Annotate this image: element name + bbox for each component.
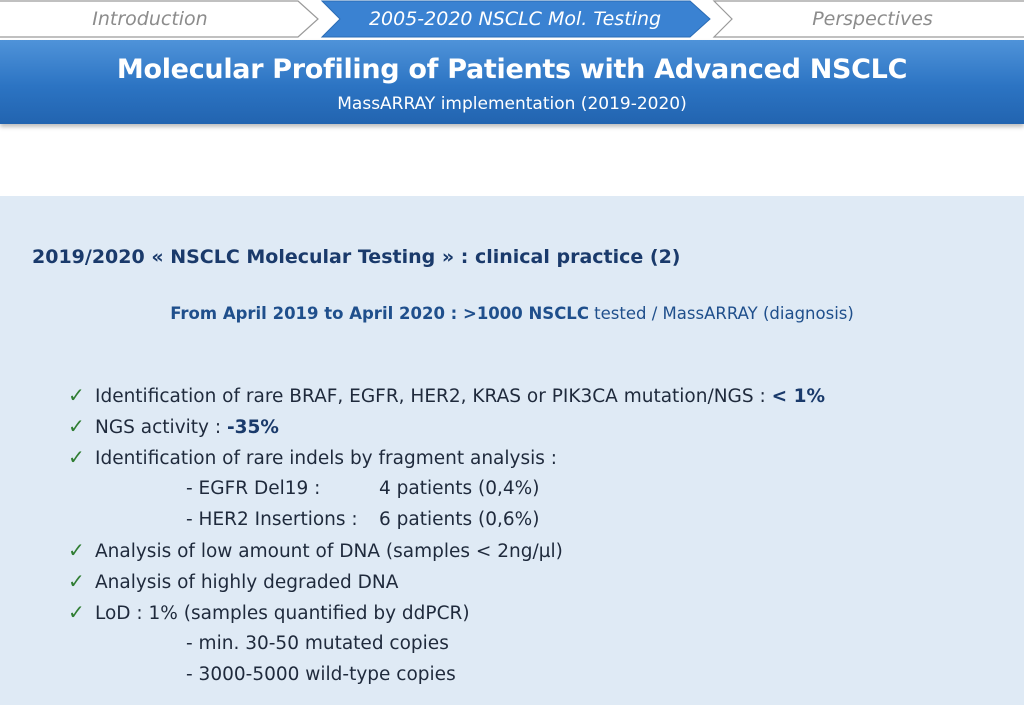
slide-subtitle: MassARRAY implementation (2019-2020) <box>337 94 687 114</box>
item-value: < 1% <box>771 386 825 407</box>
findings-list <box>68 380 825 690</box>
summary-rest: tested / MassARRAY (diagnosis) <box>588 304 854 323</box>
nav-step-perspectives[interactable]: Perspectives <box>812 8 933 30</box>
summary-bold: From April 2019 to April 2020 : >1000 NSCLC <box>170 304 589 323</box>
content-panel <box>0 196 1024 705</box>
sub-item-her2-insertions <box>68 504 825 535</box>
item-text: Identification of rare BRAF, EGFR, HER2, KRAS or PIK3CA mutation/NGS : <box>95 386 772 407</box>
sub-item-mutated-copies <box>68 628 825 659</box>
list-item-degraded-dna <box>68 566 825 597</box>
sub-item-egfr-del19 <box>68 473 825 504</box>
summary-line <box>0 304 1024 323</box>
nav-step-mol-testing[interactable]: 2005-2020 NSCLC Mol. Testing <box>368 8 662 30</box>
sub-item-text: - 3000-5000 wild-type copies <box>186 664 456 685</box>
title-banner <box>0 40 1024 124</box>
nav-step-introduction[interactable]: Introduction <box>92 8 208 30</box>
progress-nav <box>0 0 1024 38</box>
sub-item-value: 6 patients (0,6%) <box>379 509 540 530</box>
item-text: NGS activity : <box>95 417 227 438</box>
item-value: -35% <box>226 417 279 438</box>
item-text: Analysis of highly degraded DNA <box>95 572 399 593</box>
list-item-lod <box>68 597 825 628</box>
sub-item-value: 4 patients (0,4%) <box>379 478 540 499</box>
sub-item-text: - min. 30-50 mutated copies <box>186 633 449 654</box>
sub-item-label: - HER2 Insertions : <box>186 509 358 530</box>
item-text: LoD : 1% (samples quantified by ddPCR) <box>95 603 470 624</box>
check-icon: ✓ <box>68 569 85 593</box>
item-text: Analysis of low amount of DNA (samples < 2ng/µl) <box>95 541 563 562</box>
check-icon: ✓ <box>68 414 85 438</box>
item-text: Identification of rare indels by fragment analysis : <box>95 448 557 469</box>
sub-item-wildtype-copies <box>68 659 825 690</box>
check-icon: ✓ <box>68 600 85 624</box>
check-icon: ✓ <box>68 445 85 469</box>
list-item-rare-indels <box>68 442 825 473</box>
list-item-ngs-activity <box>68 411 825 442</box>
section-heading: 2019/2020 « NSCLC Molecular Testing » : clinical practice (2) <box>32 246 681 268</box>
list-item-rare-mutation <box>68 380 825 411</box>
slide-title: Molecular Profiling of Patients with Advanced NSCLC <box>116 54 908 85</box>
check-icon: ✓ <box>68 538 85 562</box>
list-item-low-dna <box>68 535 825 566</box>
check-icon: ✓ <box>68 383 85 407</box>
sub-item-label: - EGFR Del19 : <box>186 478 321 499</box>
